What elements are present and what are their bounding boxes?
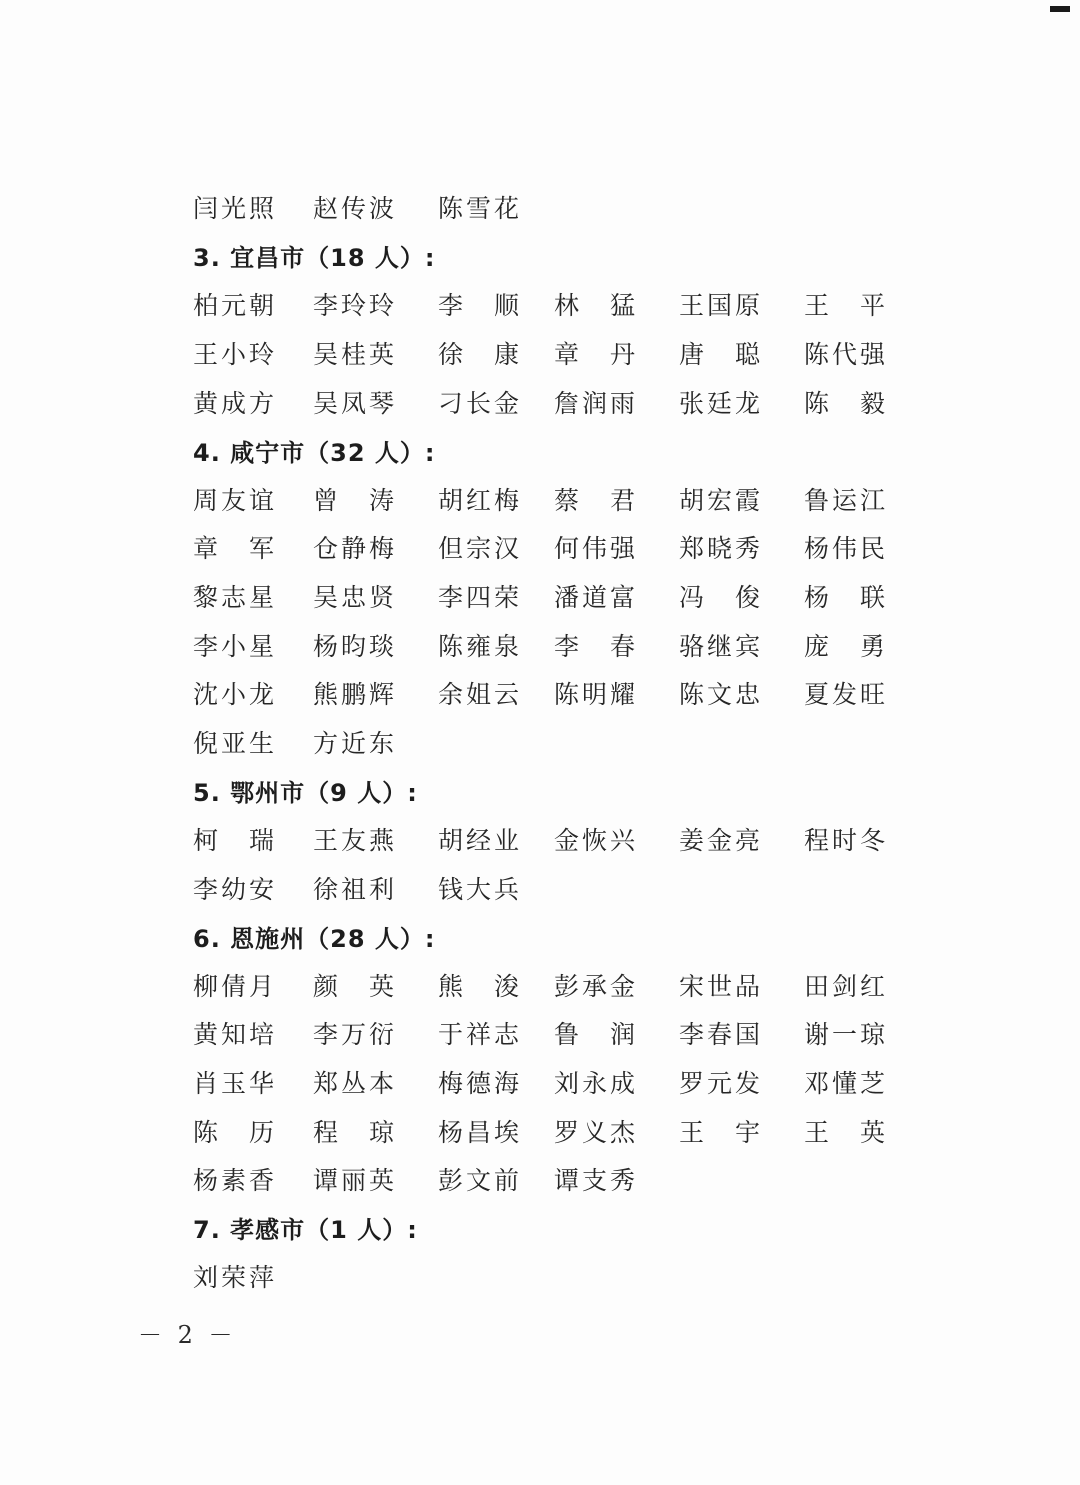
person-name: 蔡 君 <box>554 485 639 515</box>
person-name: 仓静梅 <box>313 534 398 564</box>
person-name: 肖玉华 <box>193 1068 278 1098</box>
person-name: 王 平 <box>804 291 889 321</box>
person-name: 陈雍泉 <box>438 631 523 661</box>
name-row <box>193 1252 953 1301</box>
name-row <box>193 961 953 1010</box>
name-row <box>193 620 953 669</box>
person-name: 但宗汉 <box>438 534 523 564</box>
name-row <box>193 669 953 718</box>
person-name: 柳倩月 <box>193 971 278 1001</box>
section-heading: 4. 咸宁市（32 人）: <box>193 438 436 467</box>
person-name: 王国原 <box>679 291 764 321</box>
person-name: 鲁 润 <box>554 1020 639 1050</box>
person-name: 黄知培 <box>193 1020 278 1050</box>
person-name: 杨 联 <box>804 583 889 613</box>
section-heading: 3. 宜昌市（18 人）: <box>193 244 436 273</box>
person-name: 陈文忠 <box>679 680 764 710</box>
person-name: 程时冬 <box>804 826 889 856</box>
person-name: 吴桂英 <box>313 340 398 370</box>
person-name: 梅德海 <box>438 1068 523 1098</box>
person-name: 李幼安 <box>193 874 278 904</box>
person-name: 郑丛本 <box>313 1068 398 1098</box>
person-name: 刁长金 <box>438 388 523 418</box>
name-list <box>193 183 953 1301</box>
person-name: 谢一琼 <box>804 1020 889 1050</box>
person-name: 柏元朝 <box>193 291 278 321</box>
name-row <box>193 1058 953 1107</box>
person-name: 庞 勇 <box>804 631 889 661</box>
person-name: 潘道富 <box>554 583 639 613</box>
person-name: 杨昌埃 <box>438 1117 523 1147</box>
person-name: 程 琼 <box>313 1117 398 1147</box>
person-name: 刘荣萍 <box>193 1263 278 1293</box>
person-name: 詹润雨 <box>554 388 639 418</box>
person-name: 徐祖利 <box>313 874 398 904</box>
person-name: 宋世品 <box>679 971 764 1001</box>
scan-corner-mark <box>1050 6 1070 12</box>
name-row <box>193 1155 953 1204</box>
person-name: 胡宏霞 <box>679 485 764 515</box>
person-name: 陈 毅 <box>804 388 889 418</box>
person-name: 何伟强 <box>554 534 639 564</box>
person-name: 杨素香 <box>193 1166 278 1196</box>
person-name: 黄成方 <box>193 388 278 418</box>
person-name: 熊鹏辉 <box>313 680 398 710</box>
person-name: 李 春 <box>554 631 639 661</box>
person-name: 彭承金 <box>554 971 639 1001</box>
person-name: 骆继宾 <box>679 631 764 661</box>
person-name: 李 顺 <box>438 291 523 321</box>
person-name: 余姐云 <box>438 680 523 710</box>
section-heading: 7. 孝感市（1 人）: <box>193 1216 418 1245</box>
person-name: 王友燕 <box>313 826 398 856</box>
person-name: 杨伟民 <box>804 534 889 564</box>
person-name: 罗义杰 <box>554 1117 639 1147</box>
person-name: 彭文前 <box>438 1166 523 1196</box>
person-name: 徐 康 <box>438 340 523 370</box>
person-name: 赵传波 <box>313 194 398 224</box>
person-name: 田剑红 <box>804 971 889 1001</box>
name-row <box>193 523 953 572</box>
name-row <box>193 475 953 524</box>
name-row <box>193 377 953 426</box>
name-row <box>193 1009 953 1058</box>
person-name: 李四荣 <box>438 583 523 613</box>
name-row <box>193 1106 953 1155</box>
person-name: 陈 历 <box>193 1117 278 1147</box>
person-name: 章 军 <box>193 534 278 564</box>
person-name: 杨昀琰 <box>313 631 398 661</box>
name-row <box>193 183 953 232</box>
person-name: 方近东 <box>313 728 398 758</box>
page-number: － 2 － <box>138 1321 237 1349</box>
person-name: 周友谊 <box>193 485 278 515</box>
name-row <box>193 572 953 621</box>
person-name: 林 猛 <box>554 291 639 321</box>
person-name: 鲁运江 <box>804 485 889 515</box>
person-name: 陈明耀 <box>554 680 639 710</box>
person-name: 张廷龙 <box>679 388 764 418</box>
section-heading: 6. 恩施州（28 人）: <box>193 924 436 953</box>
person-name: 金恢兴 <box>554 826 639 856</box>
person-name: 邓懂芝 <box>804 1068 889 1098</box>
person-name: 曾 涛 <box>313 485 398 515</box>
person-name: 唐 聪 <box>679 340 764 370</box>
person-name: 柯 瑞 <box>193 826 278 856</box>
person-name: 王 英 <box>804 1117 889 1147</box>
person-name: 沈小龙 <box>193 680 278 710</box>
name-row <box>193 280 953 329</box>
person-name: 王小玲 <box>193 340 278 370</box>
person-name: 吴忠贤 <box>313 583 398 613</box>
person-name: 倪亚生 <box>193 728 278 758</box>
person-name: 郑晓秀 <box>679 534 764 564</box>
person-name: 李小星 <box>193 631 278 661</box>
person-name: 熊 浚 <box>438 971 523 1001</box>
person-name: 吴凤琴 <box>313 388 398 418</box>
person-name: 闫光照 <box>193 194 278 224</box>
name-row <box>193 329 953 378</box>
person-name: 李春国 <box>679 1020 764 1050</box>
person-name: 夏发旺 <box>804 680 889 710</box>
person-name: 钱大兵 <box>438 874 523 904</box>
person-name: 李玲玲 <box>313 291 398 321</box>
person-name: 章 丹 <box>554 340 639 370</box>
section-heading: 5. 鄂州市（9 人）: <box>193 778 418 807</box>
person-name: 谭丽英 <box>313 1166 398 1196</box>
person-name: 胡红梅 <box>438 485 523 515</box>
person-name: 黎志星 <box>193 583 278 613</box>
name-row <box>193 815 953 864</box>
person-name: 陈代强 <box>804 340 889 370</box>
person-name: 冯 俊 <box>679 583 764 613</box>
person-name: 陈雪花 <box>438 194 523 224</box>
person-name: 王 宇 <box>679 1117 764 1147</box>
person-name: 谭支秀 <box>554 1166 639 1196</box>
name-row <box>193 718 953 767</box>
person-name: 罗元发 <box>679 1068 764 1098</box>
person-name: 姜金亮 <box>679 826 764 856</box>
person-name: 胡经业 <box>438 826 523 856</box>
name-row <box>193 863 953 912</box>
person-name: 刘永成 <box>554 1068 639 1098</box>
person-name: 李万衍 <box>313 1020 398 1050</box>
person-name: 颜 英 <box>313 971 398 1001</box>
person-name: 于祥志 <box>438 1020 523 1050</box>
